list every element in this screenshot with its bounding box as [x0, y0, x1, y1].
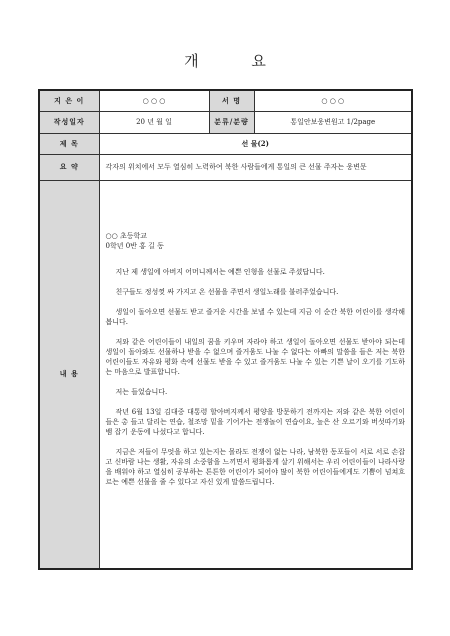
date-label: 작성일자: [39, 111, 99, 133]
content-paragraph: 저는 들었습니다.: [115, 387, 168, 396]
sign-value[interactable]: ○ ○ ○: [254, 90, 412, 111]
category-value[interactable]: 통일안보웅변원고 1/2page: [254, 111, 412, 133]
content-paragraph: 친구들도 정성껏 싸 가지고 온 선물을 주면서 생일노래를 불러주었습니다.: [115, 287, 339, 296]
content-paragraph: 지금은 저들이 무엇을 하고 있는지는 몰라도 전쟁이 없는 나라, 남북한 동포들이 서로 서로 손잡고 신바람 나는 생활, 자유의 소중함을 느끼면서 평화롭게 살기 위해서는 우리 어린이들이 나라사랑을 배워야 하고 열심히 공부하는 튼튼한 어린이가 되어야 많이 북한 어린이들에게도 기쁨이 넘쳐흐르는 예쁜 선물을 줄 수 있다고 자신 있게 말씀드립니다.: [105, 447, 405, 486]
content-paragraph: 생일이 돌아오면 선물도 받고 즐거운 시간을 보낼 수 있는데 지금 이 순간 북한 어린이를 생각해 봅니다.: [105, 307, 405, 326]
date-value[interactable]: 20 년 월 일: [99, 111, 209, 133]
summary-value[interactable]: 각자의 위치에서 모두 열심히 노력하여 북한 사람들에게 통일의 큰 선물 주자는 웅변문: [99, 154, 412, 180]
author-value[interactable]: ○ ○ ○: [99, 90, 209, 111]
student-line: 0학년 0반 홍 길 동: [105, 241, 164, 250]
content-label: 내 용: [39, 180, 99, 569]
sign-label: 서 명: [209, 90, 254, 111]
document-title: 개 요: [184, 52, 290, 70]
summary-label: 요 약: [39, 154, 99, 180]
subject-value[interactable]: 선 물(2): [99, 133, 412, 154]
author-label: 지 은 이: [39, 90, 99, 111]
content-body[interactable]: [99, 180, 412, 569]
content-paragraph: 지난 제 생일에 아버지 어머니께서는 예쁜 인형을 선물로 주셨답니다.: [115, 267, 325, 276]
school-line: ○○ 초등학교: [105, 231, 147, 240]
content-paragraph: 저와 같은 어린이들이 내일의 꿈을 키우며 자라야 하고 생일이 돌아오면 선물도 받아야 되는데 생일이 돌아와도 선물하나 받을 수 없으며 즐거움도 나눌 수 없다는 아빠의 말씀을 들은 저는 북한 어린이들도 자유와 평화 속에 선물도 받을 수 있고 즐거움도 나눌 수 있는 기쁜 날이 오기를 기도하는 마음으로 발표합니다.: [105, 337, 405, 376]
content-paragraph: 작년 6월 13일 김대중 대통령 할아버지께서 평양을 방문하기 전까지는 저와 같은 북한 어린이들은 총 들고 달리는 연습, 철조망 밑을 기어가는 전쟁놀이 연습이요, 높은 산 오르기와 버섯따기와 뱀 잡기 운동에 나섰다고 합니다.: [105, 407, 405, 436]
category-label: 분류/분량: [209, 111, 254, 133]
subject-label: 제 목: [39, 133, 99, 154]
overview-form: [38, 89, 413, 570]
